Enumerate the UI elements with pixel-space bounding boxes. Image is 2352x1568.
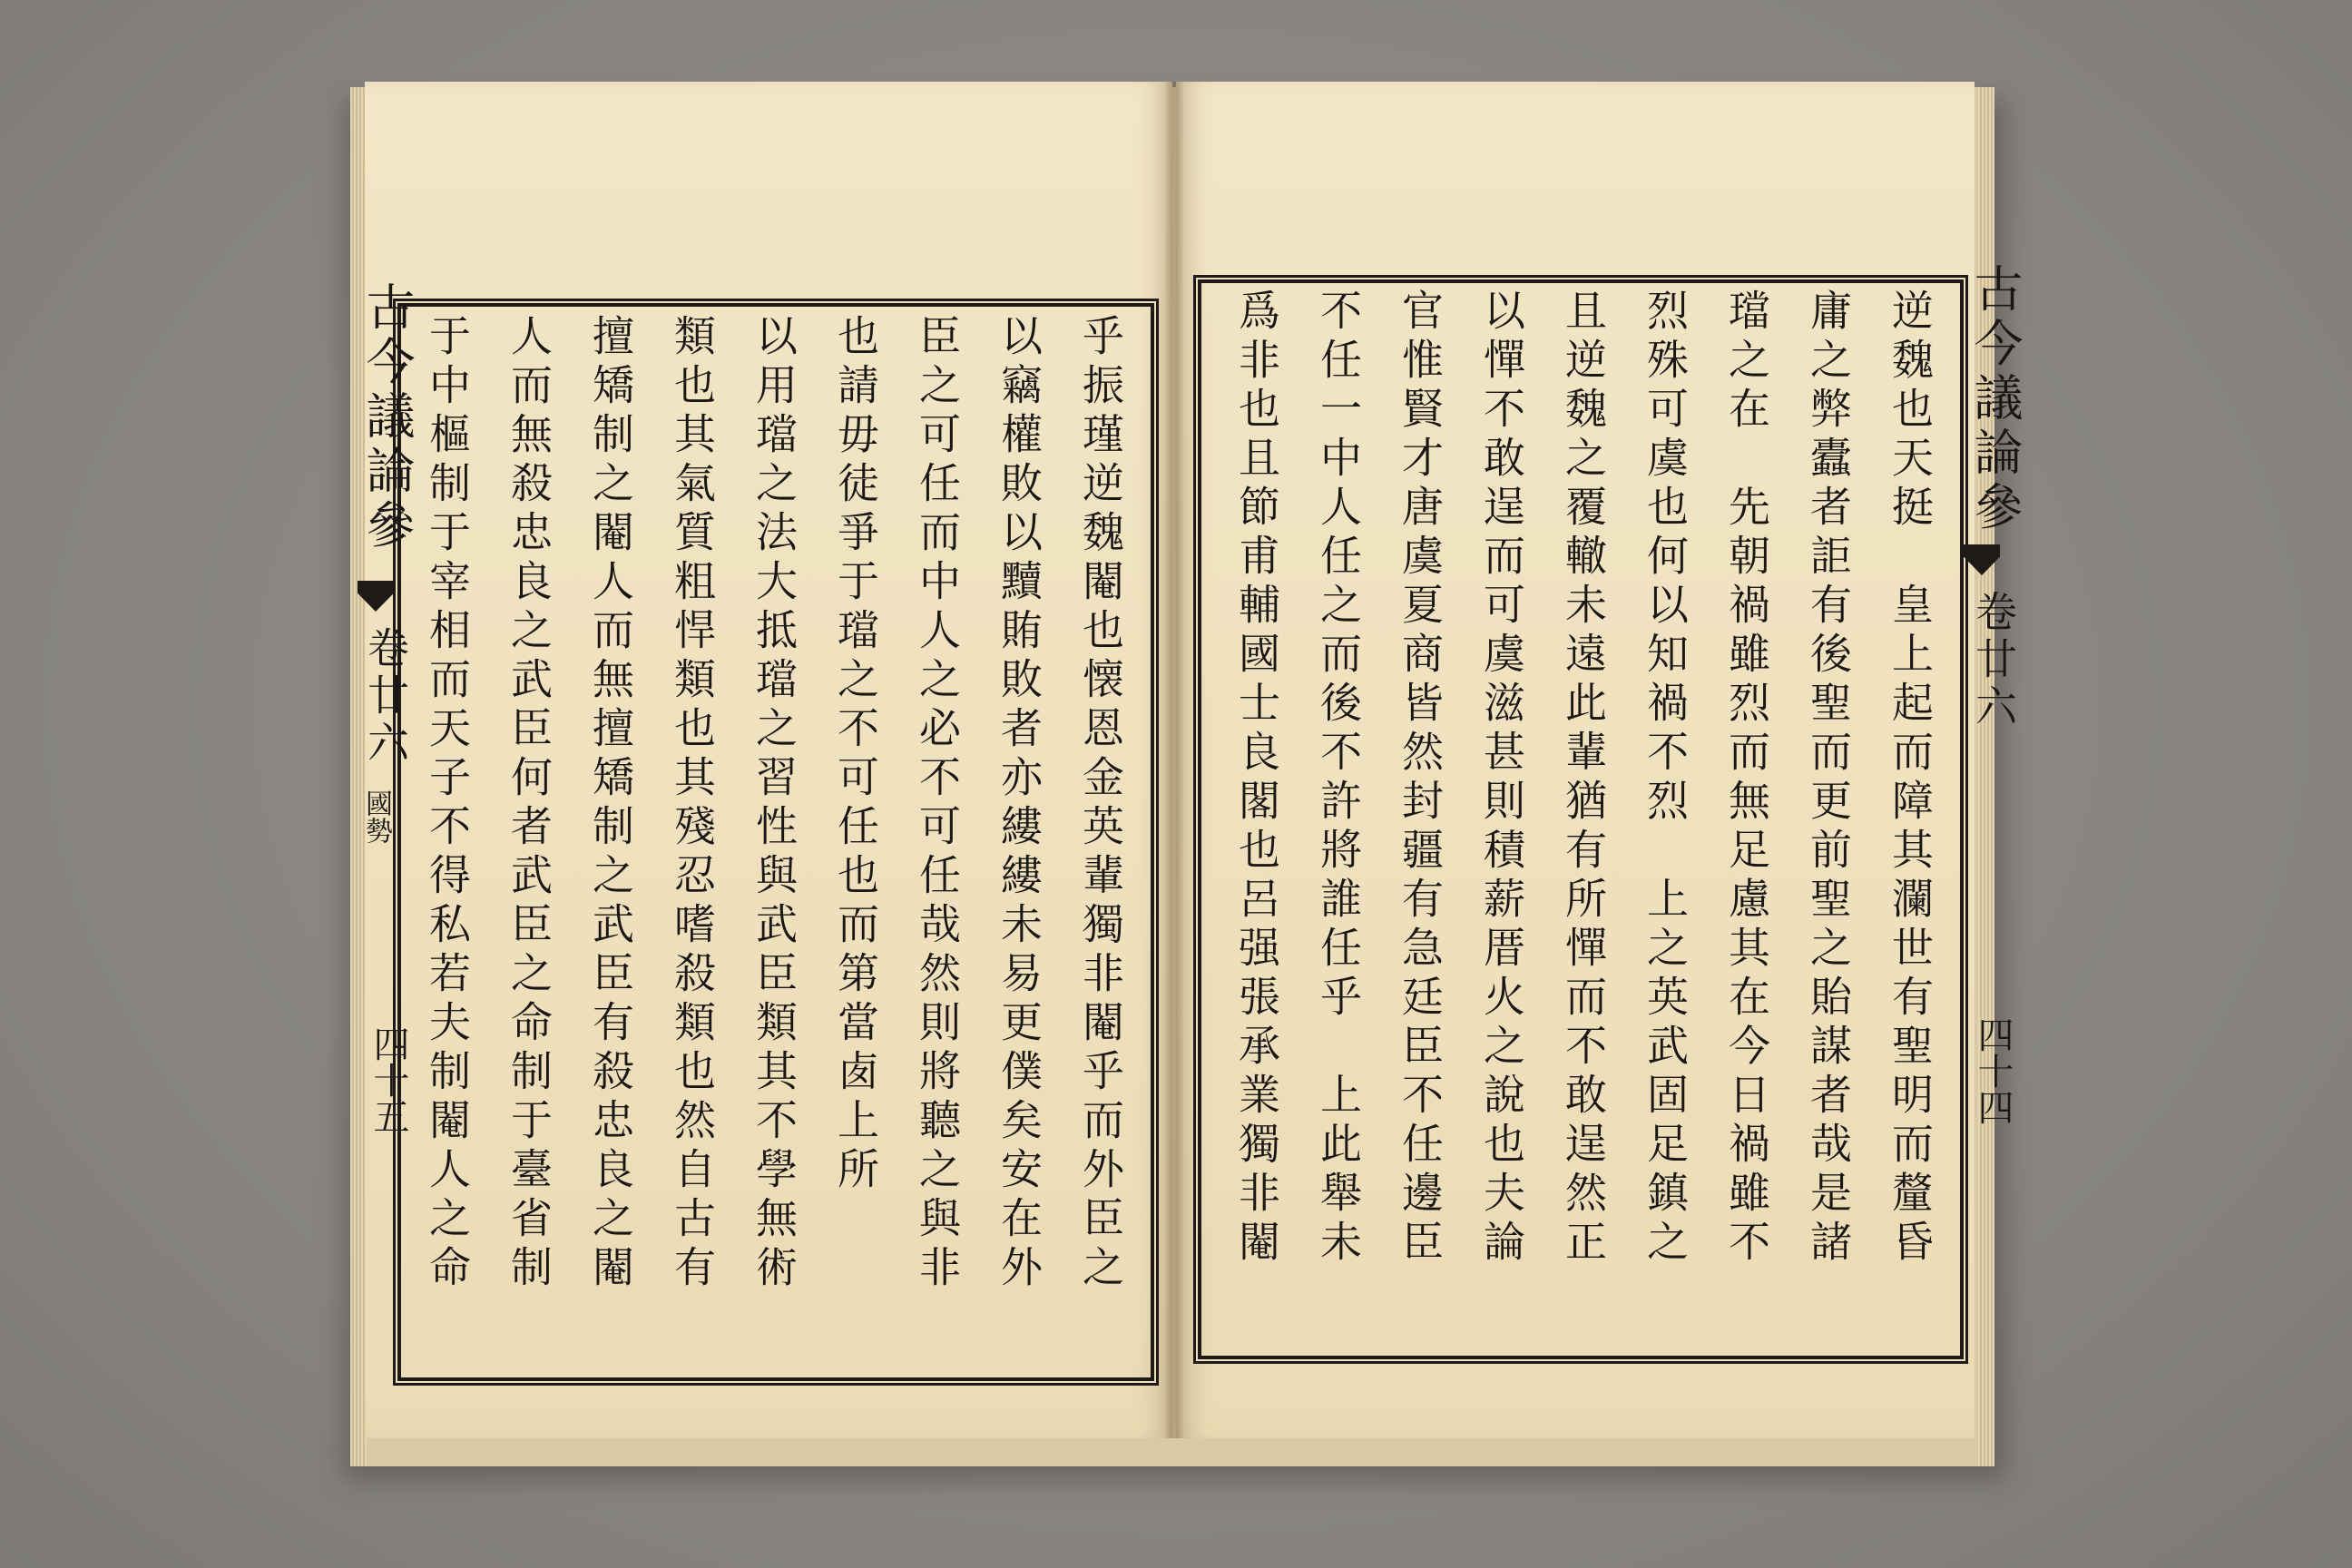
text-column: 類也其氣質粗悍類也其殘忍嗜殺類也然自古有 [668,314,717,1294]
text-column: 以憚不敢逞而可虞滋甚則積薪厝火之說也夫論 [1477,289,1526,1269]
text-column: 以竊權敗以黷賄敗者亦縷縷未易更僕矣安在外 [995,314,1044,1294]
text-column: 不任一中人任之而後不許將誰任乎 上此舉未 [1314,289,1363,1269]
right-page-volume: 卷廿六 [1969,590,2018,731]
left-page-book-title: 古今議論參 [358,281,416,554]
text-column: 人而無殺忠良之武臣何者武臣之命制于臺省制 [505,314,554,1294]
text-column: 也請毋徒爭于璫之不可任也而第當𠧧上所 [831,314,880,1196]
text-column: 庸之弊蠹者詎有後聖而更前聖之貽謀者哉是諸 [1804,289,1853,1269]
left-page-topic: 國勢 [360,789,392,844]
text-column: 臣之可任而中人之必不可任哉然則將聽之與非 [913,314,962,1294]
text-column: 爲非也且節甫輔國士良閣也呂强張承業獨非閹 [1232,289,1281,1269]
left-page-leaf-number: 四十五 [368,1025,409,1134]
text-column: 乎振瑾逆魏閹也懐恩金英輩獨非閹乎而外臣之 [1076,314,1125,1294]
text-column: 于中樞制于宰相而天子不得私若夫制閹人之命 [423,314,472,1294]
text-column: 擅矯制之閹人而無擅矯制之武臣有殺忠良之閹 [586,314,635,1294]
text-column: 璫之在 先朝禍雖烈而無足慮其在今日禍雖不 [1722,289,1771,1269]
text-column: 烈殊可虞也何以知禍不烈 上之英武固足鎮之 [1641,289,1690,1269]
text-column: 以用璫之法大抵璫之習性與武臣類其不學無術 [750,314,799,1294]
left-page-volume: 卷廿六 [361,626,410,768]
text-column: 官惟賢才唐虞夏商皆然封疆有急廷臣不任邊臣 [1396,289,1445,1269]
right-page-text [1205,289,1951,1341]
text-column: 逆魏也天挺 皇上起而障其瀾世有聖明而釐昏 [1886,289,1935,1269]
book-gutter [1165,82,1183,1438]
text-column: 且逆魏之覆轍未遠此輩猶有所憚而不敢逞然正 [1559,289,1608,1269]
right-page-leaf-number: 四十四 [1972,1016,2014,1125]
right-page-book-title: 古今議論參 [1966,263,2024,535]
left-page-text [405,314,1142,1367]
